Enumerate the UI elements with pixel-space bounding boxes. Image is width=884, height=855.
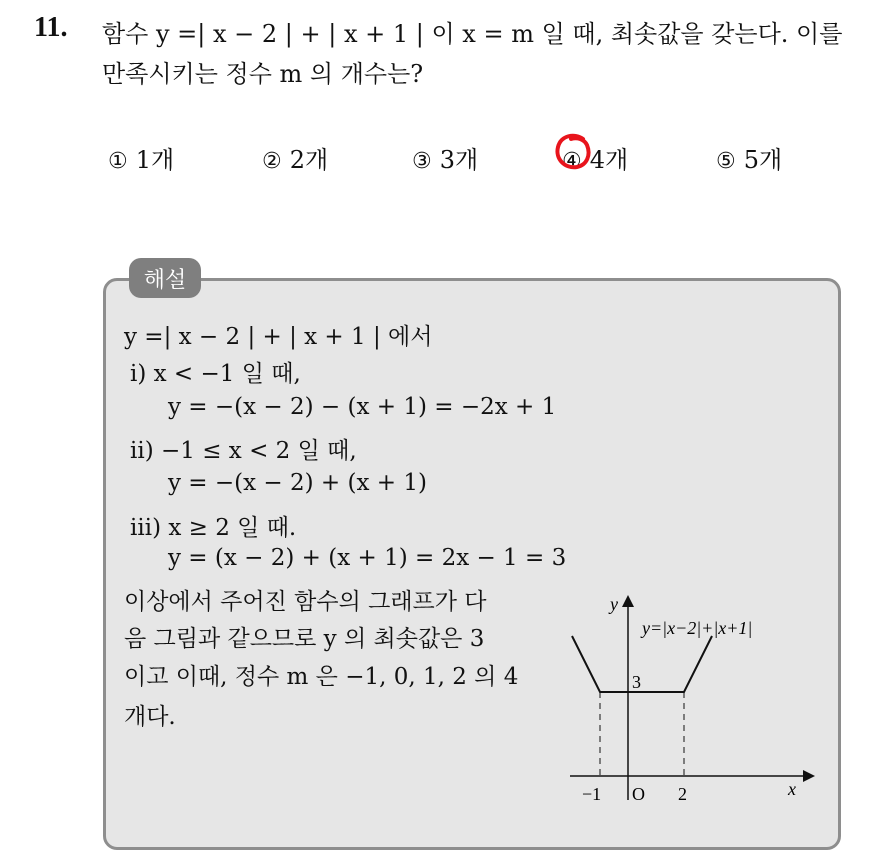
choice-1-label: 1개 [135,146,175,174]
choice-2-mark: ② [262,149,282,174]
choice-5[interactable] [716,140,782,175]
solution-tab: 해설 [129,258,201,298]
choice-3[interactable] [412,140,478,175]
choice-2-label: 2개 [289,146,329,174]
solution-line-5: y = −(x − 2) + (x + 1) [168,470,427,496]
choice-4-label: 4개 [589,146,629,174]
x-tick-neg1: −1 [582,784,602,804]
solution-line-3: y = −(x − 2) − (x + 1) = −2x + 1 [168,394,557,420]
choice-3-label: 3개 [439,146,479,174]
curve-line [572,636,712,692]
solution-line-9: 음 그림과 같으므로 y 의 최솟값은 3 [124,626,485,652]
answer-circle-icon [553,131,595,173]
choice-1[interactable] [108,140,174,175]
solution-line-7: y = (x − 2) + (x + 1) = 2x − 1 = 3 [168,545,567,571]
choice-4-mark: ④ [562,149,582,174]
solution-line-11: 개다. [124,704,176,730]
y-tick-3: 3 [632,672,641,692]
x-tick-2: 2 [678,784,687,804]
x-axis-label: x [788,779,796,799]
question-text-line1: 함수 y =| x − 2 | + | x + 1 | 이 x = m 일 때, 최솟값을 갖는다. 이를 [102,20,843,48]
choice-1-mark: ① [108,149,128,174]
solution-line-2: ⅰ) x < −1 일 때, [130,361,301,387]
question-text-line2: 만족시키는 정수 m 의 개수는? [102,60,424,88]
solution-line-6: ⅲ) x ≥ 2 일 때. [130,515,297,541]
y-axis-label: y [610,594,618,614]
curve-label: y=|x−2|+|x+1| [642,618,753,638]
choice-5-mark: ⑤ [716,149,736,174]
solution-line-8: 이상에서 주어진 함수의 그래프가 다 [124,589,487,615]
solution-line-1: y =| x − 2 | + | x + 1 | 에서 [124,324,433,350]
solution-line-4: ⅱ) −1 ≤ x < 2 일 때, [130,438,357,464]
function-graph [560,590,820,810]
question-number: 11. [34,12,68,43]
solution-line-10: 이고 이때, 정수 m 은 −1, 0, 1, 2 의 4 [124,664,519,690]
choice-3-mark: ③ [412,149,432,174]
choice-5-label: 5개 [743,146,783,174]
choice-2[interactable] [262,140,328,175]
origin-label: O [632,784,645,804]
